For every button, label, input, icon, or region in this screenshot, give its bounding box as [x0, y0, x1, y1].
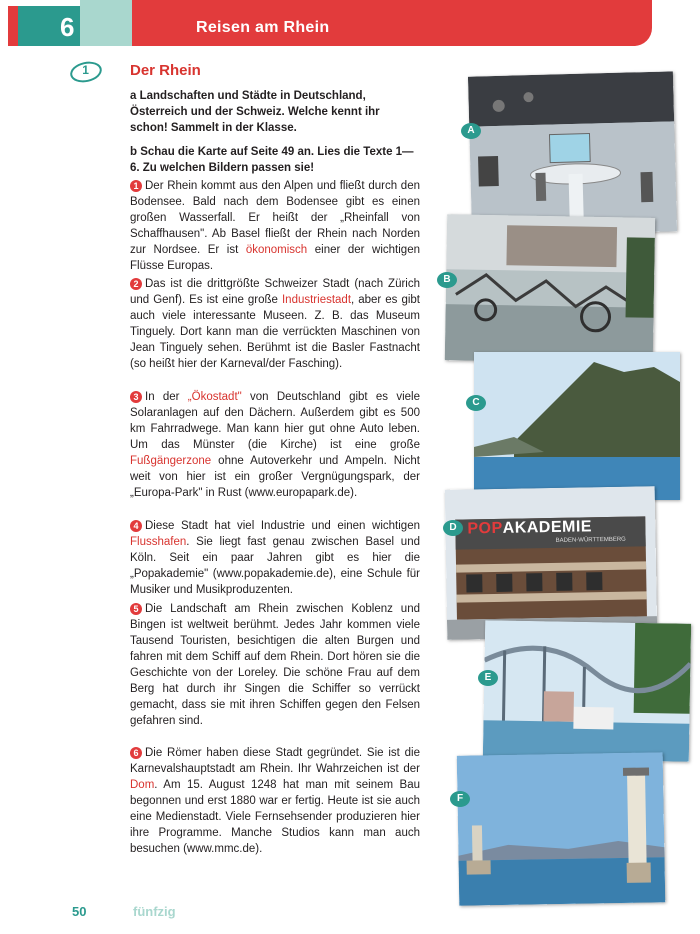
sign-akademie: AKADEMIE	[502, 518, 593, 537]
chapter-title: Reisen am Rhein	[196, 19, 330, 36]
photo-label-d: D	[443, 520, 463, 536]
text-body: . Am 15. August 1248 hat man mit seinem Bau begonnen und erst 1880 war er fertig. Heute ist sie auch eine Medienstadt. Viele Fernsehsender produzieren hier ihre Programme. Manche Studios kann man auch besuchen (www.mmc.de).	[130, 779, 420, 855]
text-1	[130, 178, 420, 274]
lindau-harbour-image	[457, 752, 666, 906]
highlight-word: Flusshafen	[130, 536, 187, 548]
text-4	[130, 518, 420, 598]
text-number: 2	[130, 278, 142, 290]
highlight-word: Dom	[130, 779, 155, 791]
text-body: Die Landschaft am Rhein zwischen Koblenz und Bingen ist weltweit berühmt. Jedes Jahr kommen viele Tausend Touristen, besichtigen die alten Burgen und fahren mit dem Schiff auf dem Rhein. Dort hören sie die Geschichte von der Loreley. Die schöne Frau auf dem Berg hat durch ihr Singen die Schiffer so verrückt gemacht, dass sie mit ihren Schiffen gegen den Felsen gefahren sind.	[130, 603, 420, 727]
task-b: b Schau die Karte auf Seite 49 an. Lies die Texte 1—6. Zu welchen Bildern passen sie!	[130, 146, 414, 174]
text-6	[130, 745, 420, 857]
text-2	[130, 276, 420, 372]
photo-lindau-harbour	[457, 752, 666, 906]
text-number: 3	[130, 391, 142, 403]
text-body: Diese Stadt hat viel Industrie und einen wichtigen	[145, 520, 420, 532]
text-body: Der Rhein kommt aus den Alpen und fließt durch den Bodensee. Bald nach dem Bodensee gibt es einen großen Wasserfall. Er heißt der „Rheinfall von Schaffhausen". Ab Basel fließt der Rhein nach Norden zur Nordsee. Er ist	[130, 180, 420, 256]
photo-tinguely-fountain	[445, 214, 656, 364]
exercise-number-badge	[68, 59, 103, 85]
exercise-number: 1	[82, 63, 89, 78]
photo-popakademie	[445, 486, 658, 640]
photo-tv-studio	[468, 71, 677, 236]
page-number: 50	[72, 904, 87, 919]
text-body: , aber es gibt auch viele interessante Museen. Z. B. das Museum Tinguely. Dort kann man die verrückten Maschinen von Jean Tinguely sehen. Berühmt ist die Basler Fastnacht (so heißt hier der Karneval/der Fasching).	[130, 294, 420, 370]
chapter-number-box	[18, 6, 80, 46]
photo-label-c: C	[466, 395, 486, 411]
text-body: von Deutschland gibt es viele Solaranlagen auf den Dächern. Außerdem gibt es 500 km Fahrradwege. Man kann hier gut ohne Auto leben. Um das Münster (die Kirche) ist eine große	[130, 391, 420, 451]
text-number: 6	[130, 747, 142, 759]
sign-pop: POP	[467, 519, 503, 538]
chapter-number: 6	[60, 12, 75, 42]
popakademie-image	[445, 486, 658, 640]
header-light-block	[80, 0, 132, 46]
popakademie-subtitle: BADEN-WÜRTTEMBERG	[555, 536, 626, 544]
chapter-header	[0, 0, 700, 48]
exercise-title: Der Rhein	[130, 62, 201, 79]
popakademie-sign	[467, 518, 592, 538]
text-3	[130, 389, 420, 501]
highlight-word: Fußgängerzone	[130, 455, 212, 467]
text-body: . Sie liegt fast genau zwischen Basel und Köln. Seit ein paar Jahren gibt es hier die „Popakademie" (www.popakademie.de), eine Schule für Musiker und Musikproduzenten.	[130, 536, 420, 596]
tv-studio-image	[468, 71, 677, 236]
photo-label-f: F	[450, 791, 470, 807]
photo-loreley-rock	[474, 352, 680, 500]
highlight-word: Industriestadt	[281, 294, 352, 306]
header-red-strip	[8, 6, 18, 46]
tinguely-fountain-image	[445, 214, 656, 364]
text-body: einer der wichtigen Flüsse Europas.	[130, 244, 420, 272]
text-5	[130, 601, 420, 729]
photo-label-e: E	[478, 670, 498, 686]
europapark-image	[483, 620, 691, 762]
text-body: In der	[145, 391, 188, 403]
text-body: Das ist die drittgrößte Schweizer Stadt (nach Zürich und Genf). Es ist eine große	[130, 278, 420, 306]
photo-label-a: A	[461, 123, 481, 139]
text-number: 4	[130, 520, 142, 532]
highlight-word: „Ökostadt"	[187, 391, 242, 403]
photo-europapark	[483, 620, 691, 762]
page-number-word: fünfzig	[133, 904, 176, 919]
task-a: a Landschaften und Städte in Deutschland, Österreich und der Schweiz. Welche kennt ihr schon! Sammelt in der Klasse.	[130, 90, 380, 134]
highlight-word: ökonomisch	[245, 244, 308, 256]
loreley-rock-image	[474, 352, 680, 500]
text-number: 1	[130, 180, 142, 192]
photo-label-b: B	[437, 272, 457, 288]
text-body: Die Römer haben diese Stadt gegründet. Sie ist die Karnevalshauptstadt am Rhein. Ihr Wahrzeichen ist der	[130, 747, 420, 775]
text-number: 5	[130, 603, 142, 615]
text-body: ohne Autoverkehr und Ampeln. Nicht weit von hier ist ein großer Vergnügungspark, der „Europa-Park" in Rust (www.europapark.de).	[130, 455, 420, 499]
